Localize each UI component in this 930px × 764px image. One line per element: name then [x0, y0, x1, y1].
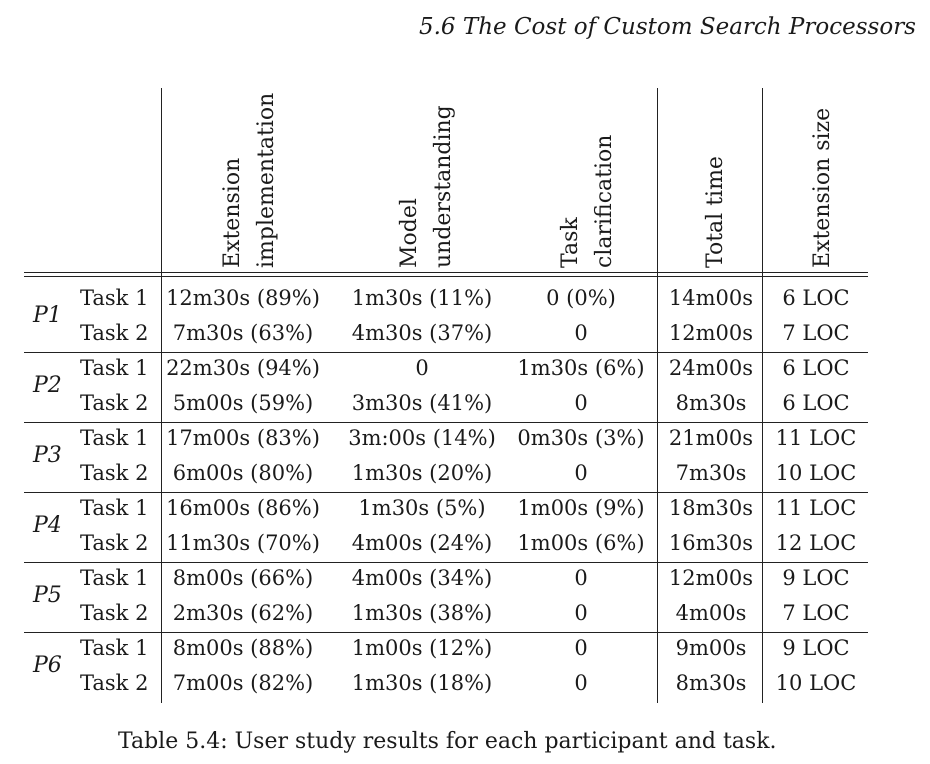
table-cell: 1m30s (6%): [517, 356, 645, 380]
participant-label: P4: [33, 512, 62, 538]
table-cell: 4m00s: [675, 601, 747, 625]
table-cell: 7 LOC: [782, 321, 850, 345]
table-cell: 0: [574, 391, 588, 415]
table-cell: 3m30s (41%): [351, 391, 493, 415]
table-cell: 0m30s (3%): [517, 426, 645, 450]
table-cell: 8m00s (88%): [172, 636, 314, 660]
table-cell: 11 LOC: [775, 426, 857, 450]
table-cell: 1m30s (5%): [358, 496, 486, 520]
task-label: Task 2: [80, 461, 149, 485]
table-cell: 10 LOC: [775, 671, 857, 695]
column-header-line: Task: [558, 217, 583, 268]
table-cell: 0: [574, 636, 588, 660]
table-cell: 8m30s: [675, 671, 747, 695]
task-label: Task 1: [80, 356, 149, 380]
table-cell: 12 LOC: [775, 531, 857, 555]
column-header: [554, 78, 624, 268]
column-header: [216, 78, 286, 268]
table-cell: 1m00s (12%): [351, 636, 493, 660]
table-cell: 24m00s: [668, 356, 754, 380]
header-rule: [24, 276, 868, 277]
table-cell: 6 LOC: [782, 286, 850, 310]
participant-label: P6: [33, 652, 62, 678]
table-cell: 6 LOC: [782, 356, 850, 380]
participant-label: P3: [33, 442, 62, 468]
table-cell: 16m30s: [668, 531, 754, 555]
column-header: [393, 78, 463, 268]
table-cell: 3m:00s (14%): [348, 426, 496, 450]
table-cell: 8m30s: [675, 391, 747, 415]
task-label: Task 1: [80, 496, 149, 520]
table-cell: 4m30s (37%): [351, 321, 493, 345]
table-cell: 0: [574, 321, 588, 345]
table-cell: 17m00s (83%): [166, 426, 320, 450]
table-cell: 7m30s (63%): [172, 321, 314, 345]
table-cell: 1m30s (20%): [351, 461, 493, 485]
table-cell: 9m00s: [675, 636, 747, 660]
table-cell: 7 LOC: [782, 601, 850, 625]
table-cell: 12m00s: [668, 566, 754, 590]
participant-label: P5: [33, 582, 62, 608]
table-cell: 12m00s: [668, 321, 754, 345]
column-header-line: understanding: [431, 105, 456, 268]
column-header: [806, 78, 842, 268]
column-header-line: clarification: [592, 134, 617, 268]
task-label: Task 1: [80, 426, 149, 450]
table-cell: 10 LOC: [775, 461, 857, 485]
task-label: Task 1: [80, 286, 149, 310]
table-cell: 22m30s (94%): [166, 356, 320, 380]
table-cell: 18m30s: [668, 496, 754, 520]
table-caption: Table 5.4: User study results for each participant and task.: [118, 729, 777, 754]
table-cell: 0: [574, 566, 588, 590]
table-cell: 11 LOC: [775, 496, 857, 520]
task-label: Task 1: [80, 566, 149, 590]
running-header: 5.6 The Cost of Custom Search Processors: [418, 14, 916, 40]
task-label: Task 2: [80, 601, 149, 625]
column-header-line: implementation: [254, 92, 279, 268]
table-cell: 7m30s: [675, 461, 747, 485]
table-cell: 7m00s (82%): [172, 671, 314, 695]
task-label: Task 2: [80, 391, 149, 415]
column-header-line: Extension: [220, 157, 245, 268]
task-label: Task 2: [80, 531, 149, 555]
table-cell: 14m00s: [668, 286, 754, 310]
table-cell: 8m00s (66%): [172, 566, 314, 590]
column-header-line: Model: [397, 198, 422, 268]
table-cell: 0: [574, 461, 588, 485]
task-label: Task 2: [80, 321, 149, 345]
table-cell: 9 LOC: [782, 566, 850, 590]
table-cell: 6m00s (80%): [172, 461, 314, 485]
participant-label: P1: [33, 302, 62, 328]
table-cell: 12m30s (89%): [166, 286, 320, 310]
table-cell: 16m00s (86%): [166, 496, 320, 520]
table-cell: 1m30s (11%): [351, 286, 493, 310]
table-cell: 1m00s (6%): [517, 531, 645, 555]
table-cell: 11m30s (70%): [166, 531, 320, 555]
table-cell: 0: [574, 671, 588, 695]
participant-label: P2: [33, 372, 62, 398]
table-cell: 1m00s (9%): [517, 496, 645, 520]
table-cell: 0: [415, 356, 429, 380]
table-cell: 9 LOC: [782, 636, 850, 660]
task-label: Task 2: [80, 671, 149, 695]
table-cell: 1m30s (38%): [351, 601, 493, 625]
table-cell: 0: [574, 601, 588, 625]
header-rule: [24, 272, 868, 273]
task-label: Task 1: [80, 636, 149, 660]
table-cell: 0 (0%): [546, 286, 616, 310]
table-cell: 21m00s: [668, 426, 754, 450]
table-cell: 4m00s (24%): [351, 531, 493, 555]
column-header-line: Extension size: [810, 107, 835, 268]
table-cell: 4m00s (34%): [351, 566, 493, 590]
table-cell: 5m00s (59%): [172, 391, 314, 415]
table-cell: 1m30s (18%): [351, 671, 493, 695]
table-cell: 6 LOC: [782, 391, 850, 415]
column-header-line: Total time: [703, 156, 728, 268]
table-cell: 2m30s (62%): [172, 601, 314, 625]
column-header: [699, 78, 735, 268]
